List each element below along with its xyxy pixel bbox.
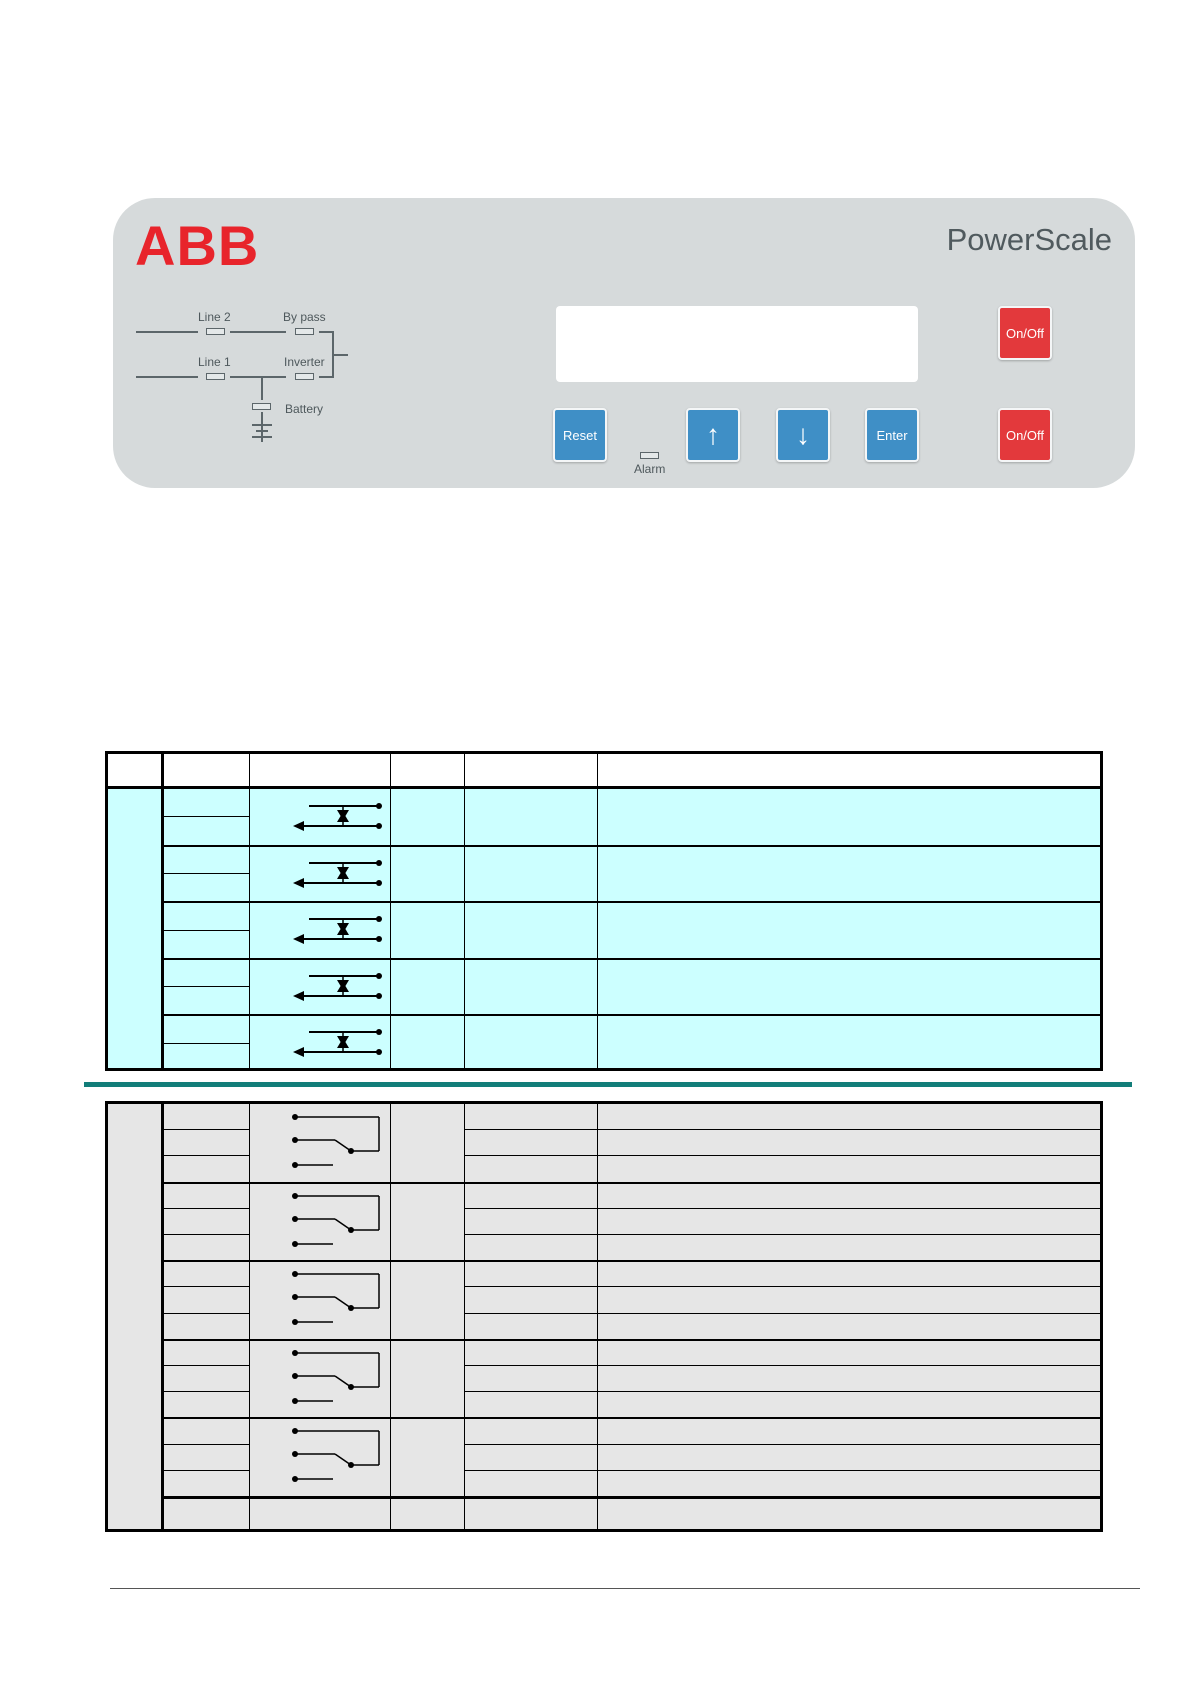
relay-changeover-contact-icon [291,1423,391,1489]
table1-header-rule [105,786,1103,789]
up-arrow-button[interactable] [686,408,740,462]
table2-sub-rule [163,1129,249,1130]
output-table-relay [105,1101,1103,1532]
mimic-line [230,376,286,378]
table1-sub-rule [163,873,249,874]
led-line2 [206,328,225,335]
table2-col-divider [161,1101,164,1532]
optocoupler-output-icon [293,909,393,949]
table1-group-rule [161,845,1103,847]
table2-sub-rule [464,1470,1100,1471]
table2-sub-rule [163,1234,249,1235]
table2-sub-rule [464,1155,1100,1156]
table2-sub-rule [464,1234,1100,1235]
led-bypass [295,328,314,335]
table1-sub-rule [163,930,249,931]
lcd-display [556,306,918,382]
optocoupler-output-icon [293,1022,393,1062]
table1-col-divider [597,751,598,1071]
table2-group-rule [161,1260,1103,1262]
optocoupler-output-icon [293,853,393,893]
table1-group-rule [161,1014,1103,1016]
table2-sub-rule [163,1444,249,1445]
table2-group-rule [161,1339,1103,1341]
down-arrow-button[interactable] [776,408,830,462]
table1-frame [105,751,1103,1071]
onoff-button-bottom[interactable]: On/Off [998,408,1052,462]
label-bypass: By pass [283,310,326,324]
table2-col-divider [597,1101,598,1532]
battery-icon [256,430,268,432]
table2-sub-rule [163,1470,249,1471]
table1-header [108,754,1100,787]
battery-icon [252,424,272,426]
table2-sub-rule [163,1208,249,1209]
table2-group-rule [161,1417,1103,1419]
alarm-led [640,452,659,459]
ups-front-panel [113,198,1135,488]
mimic-line [319,331,333,333]
table2-footer-rule [161,1496,1103,1499]
table2-frame [105,1101,1103,1532]
mimic-line [319,376,333,378]
enter-button[interactable]: Enter [865,408,919,462]
brand-name: PowerScale [946,222,1112,257]
led-inverter [295,373,314,380]
table1-col-divider [464,751,465,1071]
label-line2: Line 2 [198,310,231,324]
optocoupler-output-icon [293,796,393,836]
table2-sub-rule [464,1313,1100,1314]
alarm-label: Alarm [634,462,666,476]
label-battery: Battery [285,402,324,416]
table2-sub-rule [464,1208,1100,1209]
mimic-line [230,331,286,333]
battery-icon [252,436,272,438]
led-battery [252,403,271,410]
mimic-line [136,331,198,333]
table2-sub-rule [464,1444,1100,1445]
table1-group-rule [161,901,1103,903]
output-table-optocoupler [105,751,1103,1071]
mimic-line [332,354,348,356]
table2-sub-rule [163,1286,249,1287]
table1-sub-rule [163,816,249,817]
reset-button[interactable]: Reset [553,408,607,462]
table2-sub-rule [464,1286,1100,1287]
table1-col-divider [249,751,250,1071]
abb-logo: ABB [135,214,260,277]
arrow-up-icon: ↑ [706,419,720,450]
table2-sub-rule [464,1129,1100,1130]
table2-sub-rule [163,1365,249,1366]
optocoupler-output-icon [293,966,393,1006]
table2-group-rule [161,1182,1103,1184]
table1-sub-rule [163,1043,249,1044]
led-line1 [206,373,225,380]
label-line1: Line 1 [198,355,231,369]
mimic-line [136,376,198,378]
table2-col-divider [249,1101,250,1532]
table2-sub-rule [163,1313,249,1314]
table1-group-rule [161,958,1103,960]
table2-sub-rule [464,1391,1100,1392]
mimic-line [261,376,263,400]
relay-changeover-contact-icon [291,1109,391,1175]
relay-changeover-contact-icon [291,1266,391,1332]
arrow-down-icon: ↓ [796,419,810,450]
table2-sub-rule [163,1391,249,1392]
table2-sub-rule [163,1155,249,1156]
relay-changeover-contact-icon [291,1188,391,1254]
table1-sub-rule [163,986,249,987]
relay-changeover-contact-icon [291,1345,391,1411]
label-inverter: Inverter [284,355,325,369]
table1-col-divider [161,751,164,1071]
onoff-button-top[interactable]: On/Off [998,306,1052,360]
section-separator [84,1082,1132,1087]
table2-sub-rule [464,1365,1100,1366]
table2-col-divider [464,1101,465,1532]
footer-rule [110,1588,1140,1589]
